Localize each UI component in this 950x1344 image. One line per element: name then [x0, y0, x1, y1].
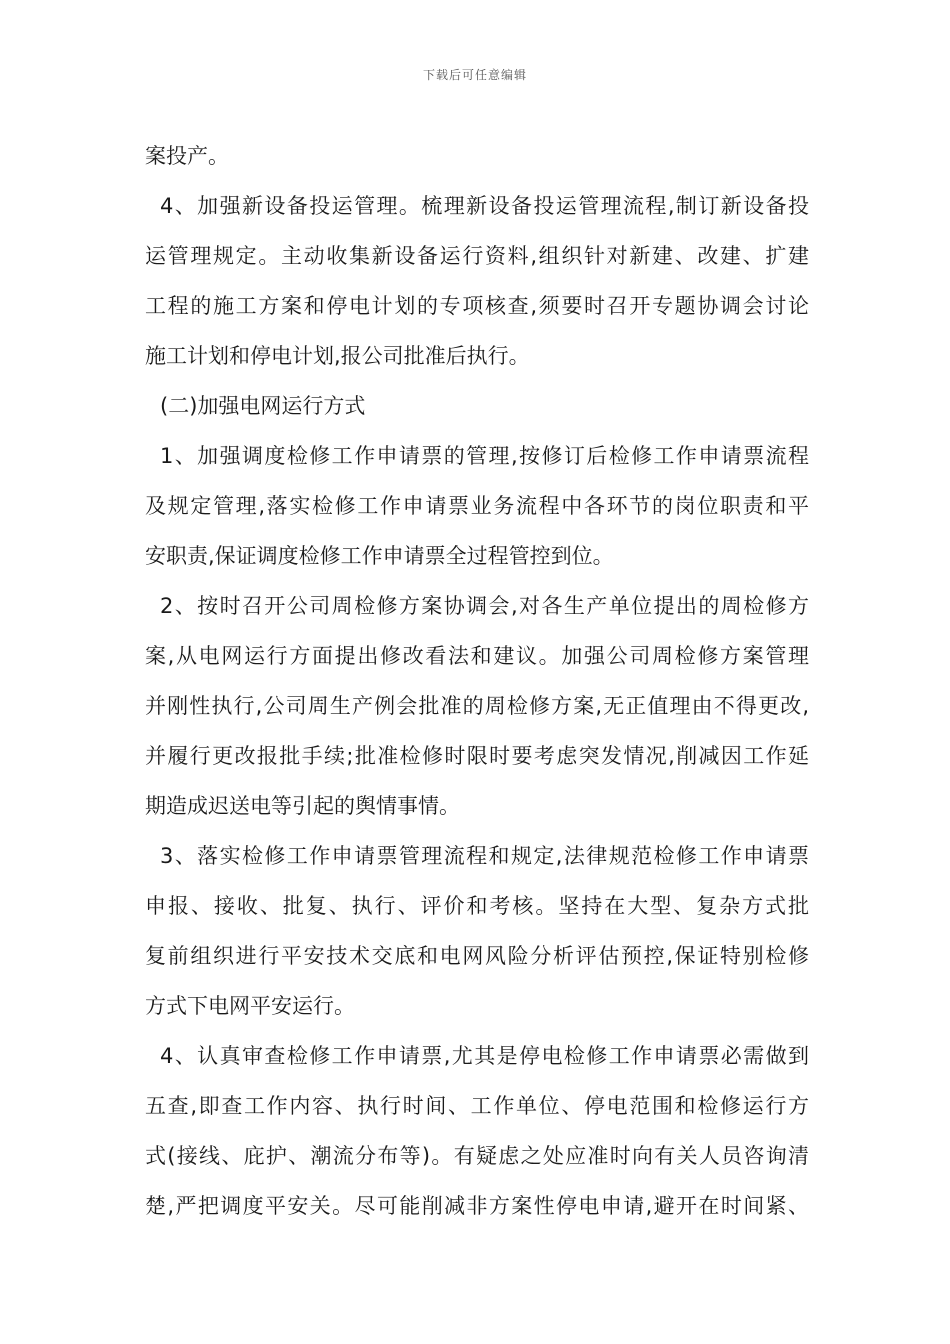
text-line: 并刚性执行,公司周生产例会批准的周检修方案,无正值理由不得更改, [145, 694, 809, 718]
text-line: 4、加强新设备投运管理。梳理新设备投运管理流程,制订新设备投 [160, 194, 809, 218]
text-line: 工程的施工方案和停电计划的专项核查,须要时召开专题协调会讨论 [145, 294, 809, 318]
text-line: 申报、接收、批复、执行、评价和考核。坚持在大型、复杂方式批 [145, 894, 809, 918]
text-line: (二)加强电网运行方式 [160, 394, 366, 418]
text-line: 安职责,保证调度检修工作申请票全过程管控到位。 [145, 544, 614, 568]
text-line: 复前组织进行平安技术交底和电网风险分析评估预控,保证特别检修 [145, 944, 809, 968]
text-line: 1、加强调度检修工作申请票的管理,按修订后检修工作申请票流程 [160, 444, 809, 468]
text-line: 方式下电网平安运行。 [145, 994, 355, 1018]
text-line: 楚,严把调度平安关。尽可能削减非方案性停电申请,避开在时间紧、 [145, 1194, 809, 1218]
text-line: 4、认真审查检修工作申请票,尤其是停电检修工作申请票必需做到 [160, 1044, 809, 1068]
text-line: 案,从电网运行方面提出修改看法和建议。加强公司周检修方案管理 [145, 644, 809, 668]
text-line: 期造成迟送电等引起的舆情事情。 [145, 794, 460, 818]
text-line: 案投产。 [145, 144, 229, 168]
text-line: 3、落实检修工作申请票管理流程和规定,法律规范检修工作申请票 [160, 844, 809, 868]
text-line: 施工计划和停电计划,报公司批准后执行。 [145, 344, 530, 368]
text-line: 并履行更改报批手续;批准检修时限时要考虑突发情况,削减因工作延 [145, 744, 809, 768]
text-line: 五查,即查工作内容、执行时间、工作单位、停电范围和检修运行方 [145, 1094, 809, 1118]
document-body [145, 131, 809, 1231]
text-line: 2、按时召开公司周检修方案协调会,对各生产单位提出的周检修方 [160, 594, 809, 618]
text-line: 运管理规定。主动收集新设备运行资料,组织针对新建、改建、扩建 [145, 244, 809, 268]
text-line: 式(接线、庇护、潮流分布等)。有疑虑之处应准时向有关人员咨询清 [145, 1144, 809, 1168]
text-line: 及规定管理,落实检修工作申请票业务流程中各环节的岗位职责和平 [145, 494, 809, 518]
page-header: 下载后可任意编辑 [422, 68, 527, 82]
